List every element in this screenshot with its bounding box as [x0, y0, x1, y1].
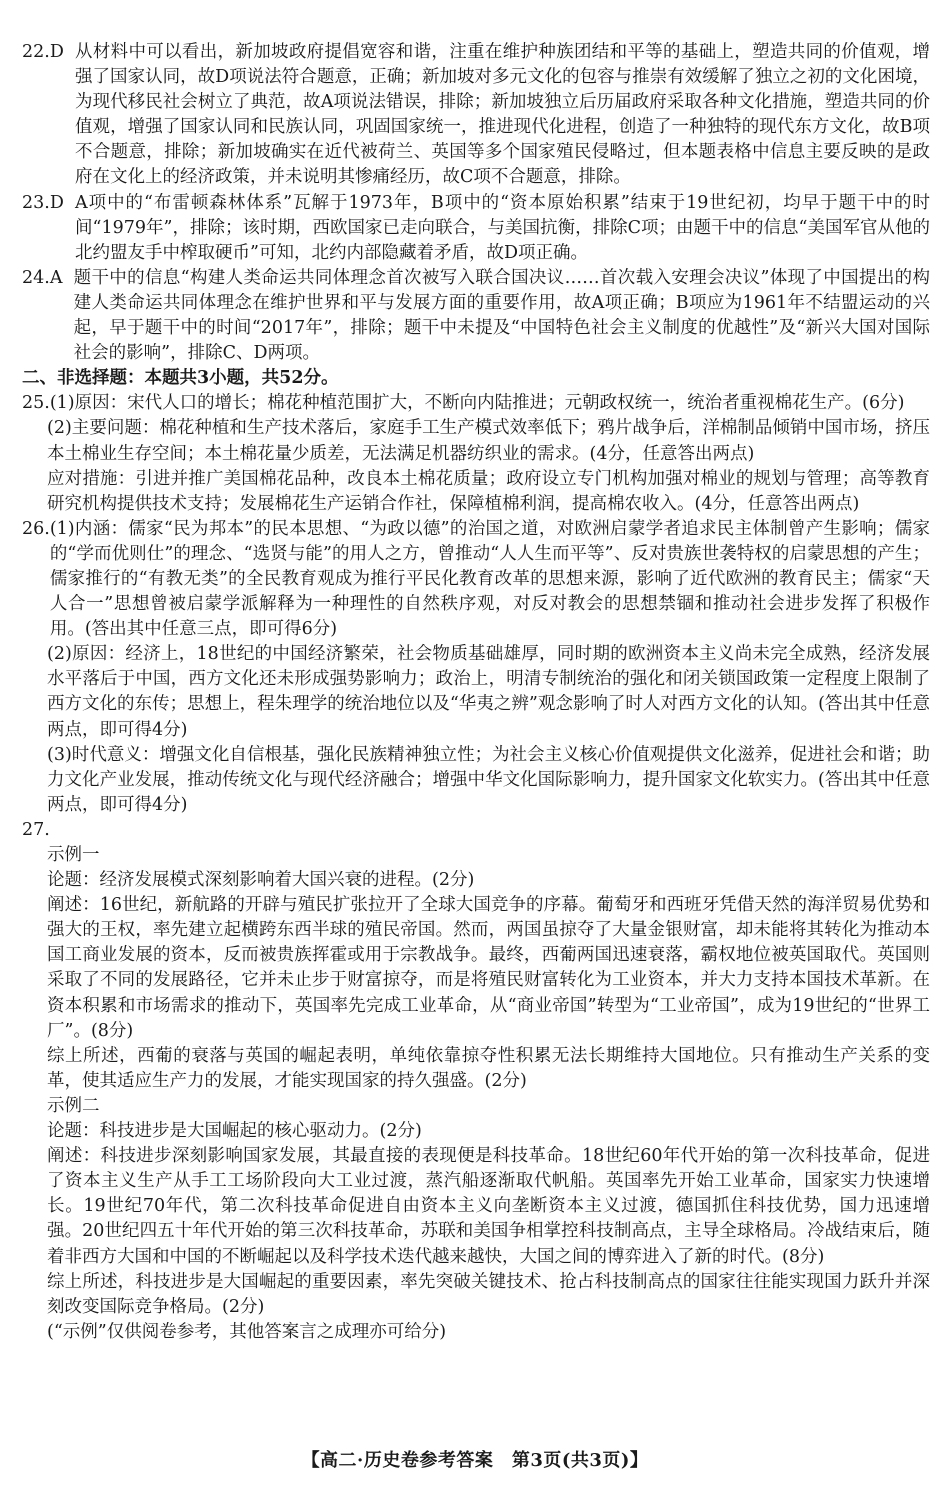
- answer-25: [22, 391, 930, 516]
- question-number: 22.D: [22, 42, 64, 62]
- example-1-thesis: 论题：经济发展模式深刻影响着大国兴衰的进程。(2分): [47, 870, 475, 891]
- question-number: 25.: [22, 393, 50, 414]
- question-number: 27.: [22, 819, 50, 840]
- answer-27: [22, 818, 930, 1345]
- answer-part-2-measures: 应对措施：引进并推广美国棉花品种，改良本土棉花质量；政府设立专门机构加强对棉业的规划与管理；高等教育研究机构提供技术支持；发展棉花生产运销合作社，保障植棉利润，提高棉农收入。(4分，任意答出两点): [47, 468, 930, 514]
- answer-part-1: (1)原因：宋代人口的增长；棉花种植范围扩大，不断向内陆推进；元朝政权统一，统治者重视棉花生产。(6分): [49, 393, 905, 414]
- question-number: 23.D: [22, 192, 64, 213]
- answer-part-2: (2)原因：经济上，18世纪的中国经济繁荣，社会物质基础雄厚，同时期的欧洲资本主义尚未完全成熟，经济发展水平落后于中国，西方文化还未形成强势影响力；政治上，明清专制统治的强化和闭关锁国政策一定程度上限制了西方文化的东传；思想上，程朱理学的统治地位以及“华夷之辨”观念影响了时人对西方文化的认知。(答出其中任意两点，即可得4分): [47, 644, 930, 740]
- grading-note: (“示例”仅供阅卷参考，其他答案言之成理亦可给分): [47, 1321, 447, 1342]
- answer-part-3: (3)时代意义：增强文化自信根基，强化民族精神独立性；为社会主义核心价值观提供文化滋养，促进社会和谐；助力文化产业发展，推动传统文化与现代经济融合；增强中华文化国际影响力，提升国家文化软实力。(答出其中任意两点，即可得4分): [47, 744, 930, 815]
- page-footer: 【高二·历史卷参考答案 第3页(共3页)】: [301, 1450, 649, 1471]
- answer-part-1: (1)内涵：儒家“民为邦本”的民本思想、“为政以德”的治国之道，对欧洲启蒙学者追求民主体制曾产生影响；儒家的“学而优则仕”的理念、“选贤与能”的用人之方，曾推动“人人生而平等”、反对贵族世袭特权的启蒙思想的产生；儒家推行的“有教无类”的全民教育观成为推行平民化教育改革的思想来源，影响了近代欧洲的教育民主；儒家“天人合一”思想曾被启蒙学派解释为一种理性的自然秩序观，对反对教会的思想禁锢和推动社会进步发挥了积极作用。(答出其中任意三点，即可得6分): [49, 518, 930, 640]
- answer-explanation: 题干中的信息“构建人类命运共同体理念首次被写入联合国决议……首次载入安理会决议”体现了中国提出的构建人类命运共同体理念在维护世界和平与发展方面的重要作用，故A项正确；B项应为1961年不结盟运动的兴起，早于题干中的时间“2017年”，排除；题干中未提及“中国特色社会主义制度的优越性”及“新兴大国对国际社会的影响”，排除C、D两项。: [73, 267, 930, 364]
- answer-explanation: 从材料中可以看出，新加坡政府提倡宽容和谐，注重在维护种族团结和平等的基础上，塑造共同的价值观，增强了国家认同，故D项说法符合题意，正确；新加坡对多元文化的包容与推崇有效缓解了独立之初的文化困境，为现代移民社会树立了典范，故A项说法错误，排除；新加坡独立后历届政府采取各种文化措施，塑造共同的价值观，增强了国家认同和民族认同，巩固国家统一，推进现代化进程，创造了一种独特的现代东方文化，故B项不合题意，排除；新加坡确实在近代被荷兰、英国等多个国家殖民侵略过，但本题表格中信息主要反映的是政府在文化上的经济政策，并未说明其惨痛经历，故C项不合题意，排除。: [75, 42, 930, 188]
- answer-explanation: A项中的“布雷顿森林体系”瓦解于1973年，B项中的“资本原始积累”结束于19世纪初，均早于题干中的时间“1979年”，排除；该时期，西欧国家已走向联合，与美国抗衡，排除C项；由题干中的信息“美国军官从他的北约盟友手中榨取硬币”可知，北约内部隐藏着矛盾，故D项正确。: [75, 192, 930, 263]
- answer-24: [22, 266, 930, 366]
- answer-content: [22, 40, 930, 1345]
- section-heading: 二、非选择题：本题共3小题，共52分。: [22, 368, 339, 389]
- answer-23: [22, 191, 930, 266]
- question-number: 26.: [22, 518, 50, 539]
- answer-26: [22, 517, 930, 818]
- example-2-conclusion: 综上所述，科技进步是大国崛起的重要因素，率先突破关键技术、抢占科技制高点的国家往往能实现国力跃升并深刻改变国际竞争格局。(2分): [47, 1271, 930, 1317]
- example-1-conclusion: 综上所述，西葡的衰落与英国的崛起表明，单纯依靠掠夺性积累无法长期维持大国地位。只有推动生产关系的变革，使其适应生产力的发展，才能实现国家的持久强盛。(2分): [47, 1045, 930, 1091]
- answer-part-2: (2)主要问题：棉花种植和生产技术落后，家庭手工生产模式效率低下；鸦片战争后，洋棉制品倾销中国市场，挤压本土棉业生存空间；本土棉花量少质差，无法满足机器纺织业的需求。(4分，任意答出两点): [47, 418, 930, 464]
- example-2-thesis: 论题：科技进步是大国崛起的核心驱动力。(2分): [47, 1121, 422, 1142]
- question-number: 24.A: [22, 267, 63, 288]
- example-2-body: 阐述：科技进步深刻影响国家发展，其最直接的表现便是科技革命。18世纪60年代开始的第一次科技革命，促进了资本主义生产从手工工场阶段向大工业过渡，蒸汽船逐渐取代帆船。英国率先开始工业革命，国家实力快速增长。19世纪70年代，第二次科技革命促进自由资本主义向垄断资本主义过渡，德国抓住科技优势，国力迅速增强。20世纪四五十年代开始的第三次科技革命，苏联和美国争相掌控科技制高点，主导全球格局。冷战结束后，随着非西方大国和中国的不断崛起以及科学技术迭代越来越快，大国之间的博弈进入了新的时代。(8分): [47, 1146, 930, 1267]
- example-1-body: 阐述：16世纪，新航路的开辟与殖民扩张拉开了全球大国竞争的序幕。葡萄牙和西班牙凭借天然的海洋贸易优势和强大的王权，率先建立起横跨东西半球的殖民帝国。然而，两国虽掠夺了大量金银财富，却未能将其转化为推动本国工商业发展的资本，反而被贵族挥霍或用于宗教战争。最终，西葡两国迅速衰落，霸权地位被英国取代。英国则采取了不同的发展路径，它并未止步于财富掠夺，而是将殖民财富转化为工业资本，并大力支持本国技术革新。在资本积累和市场需求的推动下，英国率先完成工业革命，从“商业帝国”转型为“工业帝国”，成为19世纪的“世界工厂”。(8分): [47, 895, 930, 1041]
- example-1-title: 示例一: [47, 845, 100, 865]
- answer-22: [22, 40, 930, 191]
- example-2-title: 示例二: [47, 1095, 100, 1116]
